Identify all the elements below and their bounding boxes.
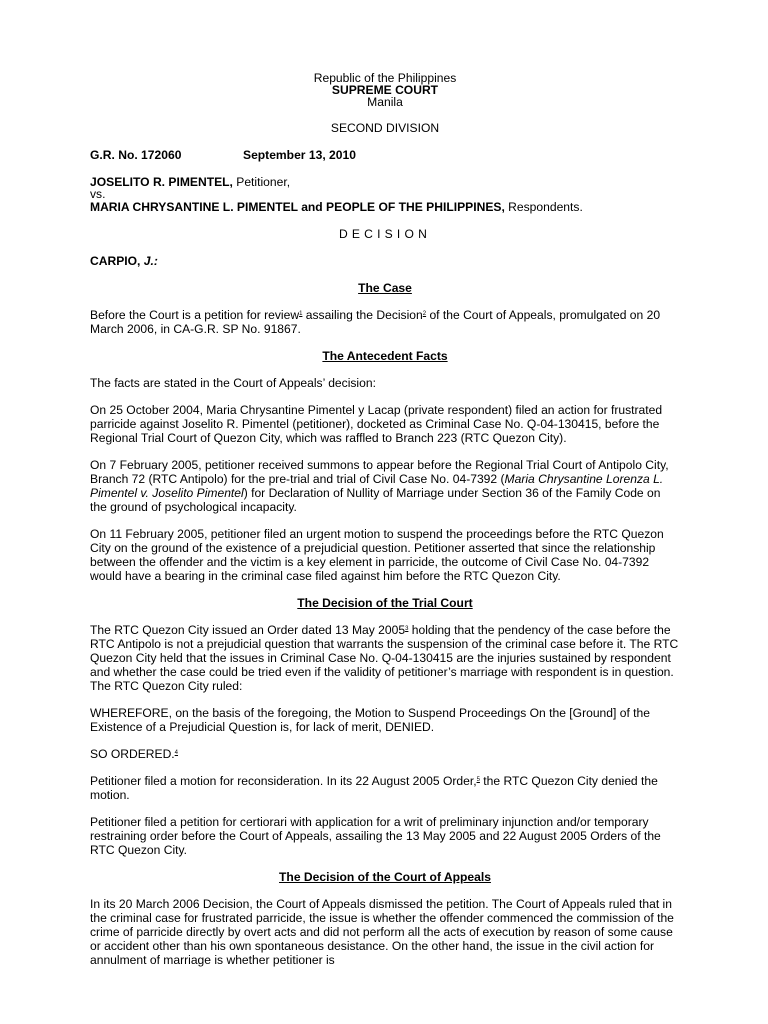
footnote-link-3[interactable]: 3 (405, 626, 409, 632)
court-city: Manila (367, 95, 403, 109)
decision-label: DECISION (338, 227, 432, 241)
ponente-name: CARPIO, (90, 254, 144, 268)
paragraph-reconsideration: Petitioner filed a motion for reconsideration. In its 22 August 2005 Order,$^5$ the RTC Quezon City denied the motion. (90, 774, 658, 802)
petitioner-line (90, 175, 680, 189)
paragraph-certiorari: Petitioner filed a petition for certiorari with application for a writ of preliminary injunction and/or temporary restraining order before the Court of Appeals, assailing the 13 May 2005 and 22 August 2005 Orders of the RTC Quezon City. (90, 815, 661, 857)
footnote-link-2[interactable]: 2 (422, 311, 427, 317)
petitioner-role: Petitioner, (232, 175, 291, 189)
republic-line: Republic of the Philippines (313, 71, 457, 85)
court-name: SUPREME COURT (331, 83, 439, 97)
petitioner-name: JOSELITO R. PIMENTEL, (90, 175, 233, 189)
paragraph-so-ordered: SO ORDERED.$^4$ (90, 747, 179, 761)
footnote-link-1[interactable]: 1 (299, 311, 303, 317)
paragraph-wherefore: WHEREFORE, on the basis of the foregoing, the Motion to Suspend Proceedings On the [Ground] of the Existence of a Prejudicial Question is, for lack of merit, DENIED. (90, 706, 650, 734)
paragraph-ca-decision: In its 20 March 2006 Decision, the Court of Appeals dismissed the petition. The Court of Appeals ruled that in the criminal case for frustrated parricide, the issue is whether the offender commenced the commission of the crime of parricide directly by overt acts and did not perform all the acts of execution by reason of some cause or accident other than his own spontaneous desistance. On the other hand, the issue in the civil action for annulment of marriage is whether petitioner is (90, 897, 674, 967)
paragraph-facts-intro: The facts are stated in the Court of Appeals’ decision: (90, 376, 376, 390)
footnote-link-4[interactable]: 4 (174, 750, 179, 756)
ponente-title: J.: (143, 254, 158, 268)
respondent-role: Respondents. (504, 200, 583, 214)
civil-case-title: Maria Chrysantine Lorenza L. Pimentel v. Joselito Pimentel (90, 472, 664, 500)
section-title-court-of-appeals: The Decision of the Court of Appeals (279, 870, 491, 884)
ponente-line (90, 254, 680, 268)
court-header (90, 72, 680, 108)
paragraph-urgent-motion: On 11 February 2005, petitioner filed an urgent motion to suspend the proceedings before the RTC Quezon City on the ground of the existence of a prejudicial question. Petitioner asserted that since the relationship between the offender and the victim is a key element in parricide, the outcome of Civil Case No. 04-7392 would have a bearing in the criminal case filed against him before the RTC Quezon City. (90, 527, 664, 583)
division-line: SECOND DIVISION (330, 121, 440, 135)
respondent-line (90, 200, 680, 214)
gr-number: G.R. No. 172060 (90, 148, 182, 162)
respondent-name: MARIA CHRYSANTINE L. PIMENTEL and PEOPLE OF THE PHILIPPINES, (90, 200, 505, 214)
document-body (90, 72, 680, 967)
case-number-line (90, 148, 680, 162)
paragraph-petition: Before the Court is a petition for review$^1$ assailing the Decision$^2$ of the Court of Appeals, promulgated on 20 March 2006, in CA-G.R. SP No. 91867. (90, 308, 661, 336)
footnote-link-5[interactable]: 5 (476, 777, 480, 783)
paragraph-rtc-order: The RTC Quezon City issued an Order dated 13 May 2005$^3$ holding that the pendency of the case before the RTC Antipolo is not a prejudicial question that warrants the suspension of the criminal case before it. The RTC Quezon City held that the issues in Criminal Case No. Q-04-130415 are the injuries sustained by respondent and whether the case could be tried even if the validity of petitioner’s marriage with respondent is in question. The RTC Quezon City ruled: (90, 623, 679, 693)
paragraph-summons: On 7 February 2005, petitioner received summons to appear before the Regional Trial Court of Antipolo City, Branch 72 (RTC Antipolo) for the pre-trial and trial of Civil Case No. 04-7392 (Maria Chrysantine Lorenza L. Pimentel v. Joselito Pimentel) for Declaration of Nullity of Marriage under Section 36 of the Family Code on the ground of psychological incapacity. (90, 458, 669, 514)
section-title-the-case: The Case (358, 281, 412, 295)
decision-date: September 13, 2010 (243, 148, 356, 162)
section-title-trial-court: The Decision of the Trial Court (297, 596, 473, 610)
section-title-antecedent-facts: The Antecedent Facts (322, 349, 448, 363)
versus-line: vs. (90, 187, 106, 201)
paragraph-frustrated-parricide: On 25 October 2004, Maria Chrysantine Pimentel y Lacap (private respondent) filed an action for frustrated parricide against Joselito R. Pimentel (petitioner), docketed as Criminal Case No. Q-04-130415, before the Regional Trial Court of Quezon City, which was raffled to Branch 223 (RTC Quezon City). (90, 403, 663, 445)
